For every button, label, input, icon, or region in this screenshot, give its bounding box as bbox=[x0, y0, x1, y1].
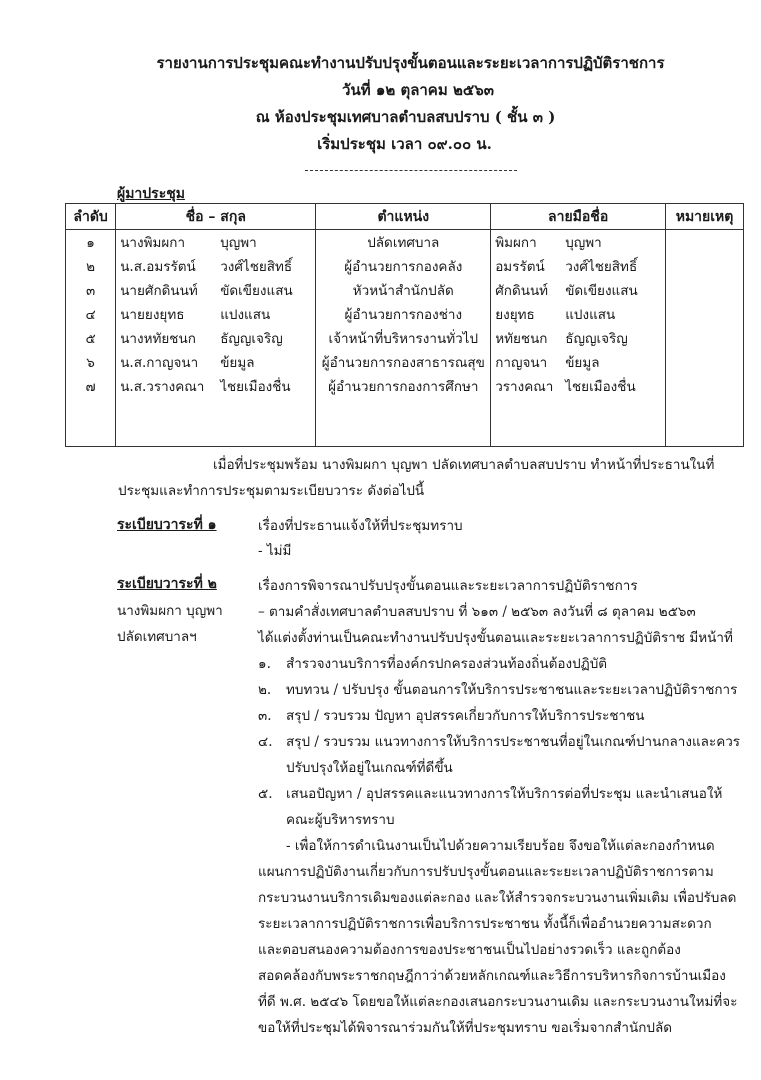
note-line: แผนการปฏิบัติงานเกี่ยวกับการปรับปรุงขั้นตอนและระยะเวลาปฏิบัติราชการตาม bbox=[258, 864, 714, 880]
row-name bbox=[116, 326, 316, 350]
signature-last: ขัดเขียงแสน bbox=[565, 283, 638, 299]
duty-item bbox=[258, 651, 718, 677]
table-row bbox=[66, 278, 744, 302]
last-name: ข้ยมูล bbox=[220, 355, 255, 371]
note-line: กระบวนงานบริการเดิมของแต่ละกอง และให้สำรวจกระบวนงานเพิ่มเติม เพื่อปรับลด bbox=[258, 890, 737, 906]
first-name: นางหทัยชนก bbox=[120, 331, 196, 347]
last-name: แปงแสน bbox=[220, 307, 271, 323]
row-signature bbox=[491, 254, 666, 278]
signature-first: หทัยชนก bbox=[495, 331, 548, 347]
note-line: สอดคล้องกับพระราชกฤษฎีกาว่าด้วยหลักเกณฑ์และวิธีการบริหารกิจการบ้านเมือง bbox=[258, 968, 726, 984]
row-position: ผู้อำนวยการกองสาธารณสุข bbox=[316, 350, 491, 374]
row-name bbox=[116, 374, 316, 398]
duty-item bbox=[258, 703, 718, 729]
row-position: ผู้อำนวยการกองช่าง bbox=[316, 302, 491, 326]
intro-line: ประชุมและทำการประชุมตามระเบียบวาระ ดังต่อไปนี้ bbox=[118, 483, 425, 499]
signature-first: อมรรัตน์ bbox=[495, 259, 545, 275]
attendees-label: ผู้มาประชุม bbox=[117, 186, 185, 202]
first-name: น.ส.วรางคณา bbox=[120, 379, 205, 395]
agenda-1-heading: ระเบียบวาระที่ ๑ bbox=[117, 517, 217, 533]
duty-item bbox=[258, 677, 738, 703]
row-name bbox=[116, 302, 316, 326]
signature-first: ศักดินนท์ bbox=[495, 283, 549, 299]
duty-text: ทบทวน / ปรับปรุง ขั้นตอนการให้บริการประชาชนและระยะเวลาปฏิบัติราชการ bbox=[286, 682, 738, 698]
row-position: เจ้าหน้าที่บริหารงานทั่วไป bbox=[316, 326, 491, 350]
duty-item bbox=[258, 781, 723, 833]
row-position: ปลัดเทศบาล bbox=[316, 230, 491, 255]
intro-line: เมื่อที่ประชุมพร้อม นางพิมผกา บุญพา ปลัดเทศบาลตำบลสบปราบ ทำหน้าที่ประธานในที่ bbox=[213, 457, 715, 473]
duty-number: ๒. bbox=[258, 682, 272, 698]
signature-first: ยงยุทธ bbox=[495, 307, 535, 323]
row-signature bbox=[491, 326, 666, 350]
col-header-signature: ลายมือชื่อ bbox=[491, 204, 666, 230]
signature-last: ไชยเมืองชื่น bbox=[565, 379, 636, 395]
attendees-table bbox=[65, 203, 744, 447]
duty-item bbox=[258, 729, 741, 781]
row-name bbox=[116, 350, 316, 374]
row-position: หัวหน้าสำนักปลัด bbox=[316, 278, 491, 302]
row-number: ๓ bbox=[66, 278, 116, 302]
last-name: ขัดเขียงแสน bbox=[220, 283, 293, 299]
row-remarks bbox=[666, 230, 744, 255]
first-name: นายศักดินนท์ bbox=[120, 283, 198, 299]
signature-last: แปงแสน bbox=[565, 307, 616, 323]
row-signature bbox=[491, 302, 666, 326]
presenter-name: นางพิมผกา บุญพา bbox=[117, 603, 223, 619]
duty-text: สรุป / รวบรวม ปัญหา อุปสรรคเกี่ยวกับการให้บริการประชาชน bbox=[286, 708, 645, 724]
last-name: ไชยเมืองชื่น bbox=[220, 379, 291, 395]
report-title: รายงานการประชุมคณะทำงานปรับปรุงขั้นตอนและระยะเวลาการปฏิบัติราชการ bbox=[156, 54, 665, 72]
row-signature bbox=[491, 374, 666, 398]
duty-text-cont: คณะผู้บริหารทราบ bbox=[286, 812, 395, 828]
last-name: วงศ์ไชยสิทธิ์ bbox=[220, 259, 293, 275]
row-signature bbox=[491, 230, 666, 255]
note-line: ที่ดี พ.ศ. ๒๕๔๖ โดยขอให้แต่ละกองเสนอกระบวนงานเดิม และกระบวนงานใหม่ที่จะ bbox=[258, 994, 738, 1010]
duty-text: เสนอปัญหา / อุปสรรคและแนวทางการให้บริการต่อที่ประชุม และนำเสนอให้ bbox=[286, 786, 723, 802]
agenda-2-body bbox=[258, 573, 741, 1041]
agenda-2-title: เรื่องการพิจารณาปรับปรุงขั้นตอนและระยะเวลาการปฏิบัติราชการ bbox=[258, 578, 638, 594]
row-remarks bbox=[666, 278, 744, 302]
signature-last: ข้ยมูล bbox=[565, 355, 600, 371]
first-name: นายยงยุทธ bbox=[120, 307, 185, 323]
table-header-row bbox=[66, 204, 744, 230]
table-row bbox=[66, 230, 744, 255]
agenda-1-item: - ไม่มี bbox=[258, 543, 292, 559]
agenda-2-note bbox=[258, 833, 738, 1041]
signature-first: กาญจนา bbox=[495, 355, 548, 371]
first-name: นางพิมผกา bbox=[120, 235, 186, 251]
document-header bbox=[0, 50, 761, 158]
signature-last: ธัญญเจริญ bbox=[565, 331, 628, 347]
duty-number: ๓. bbox=[258, 708, 272, 724]
signature-first: พิมผกา bbox=[495, 235, 537, 251]
table-row bbox=[66, 374, 744, 398]
col-header-position: ตำแหน่ง bbox=[316, 204, 491, 230]
row-position: ผู้อำนวยการกองการศึกษา bbox=[316, 374, 491, 398]
table-padding-row bbox=[66, 398, 744, 447]
duty-number: ๕. bbox=[258, 786, 273, 802]
row-number: ๔ bbox=[66, 302, 116, 326]
agenda-2-heading: ระเบียบวาระที่ ๒ bbox=[117, 576, 217, 592]
meeting-intro bbox=[118, 452, 728, 504]
duty-text: สรุป / รวบรวม แนวทางการให้บริการประชาชนที่อยู่ในเกณฑ์ปานกลางและควร bbox=[286, 734, 741, 750]
meeting-venue: ณ ห้องประชุมเทศบาลตำบลสบปราบ ( ชั้น ๓ ) bbox=[255, 108, 556, 126]
row-number: ๗ bbox=[66, 374, 116, 398]
signature-last: วงศ์ไชยสิทธิ์ bbox=[565, 259, 638, 275]
row-signature bbox=[491, 350, 666, 374]
row-number: ๕ bbox=[66, 326, 116, 350]
duty-text-cont: ปรับปรุงให้อยู่ในเกณฑ์ที่ดีขึ้น bbox=[286, 760, 453, 776]
row-number: ๖ bbox=[66, 350, 116, 374]
row-name bbox=[116, 254, 316, 278]
duty-number: ๔. bbox=[258, 734, 273, 750]
presenter-title: ปลัดเทศบาลฯ bbox=[117, 629, 197, 645]
meeting-date: วันที่ ๑๒ ตุลาคม ๒๕๖๓ bbox=[342, 81, 494, 99]
row-remarks bbox=[666, 326, 744, 350]
table-row bbox=[66, 350, 744, 374]
duties-list bbox=[258, 651, 741, 833]
duty-number: ๑. bbox=[258, 656, 271, 672]
row-signature bbox=[491, 278, 666, 302]
row-remarks bbox=[666, 374, 744, 398]
col-header-remarks: หมายเหตุ bbox=[666, 204, 744, 230]
agenda-2-presenter bbox=[117, 598, 223, 650]
signature-last: บุญพา bbox=[565, 235, 602, 251]
col-header-number: ลำดับ bbox=[66, 204, 116, 230]
first-name: น.ส.กาญจนา bbox=[120, 355, 199, 371]
order-line: – ตามคำสั่งเทศบาลตำบลสบปราบ ที่ ๖๑๓ / ๒๕๖๓ ลงวันที่ ๘ ตุลาคม ๒๕๖๓ bbox=[258, 604, 696, 620]
duty-text: สำรวจงานบริการที่องค์กรปกครองส่วนท้องถิ่นต้องปฏิบัติ bbox=[286, 656, 608, 672]
row-name bbox=[116, 230, 316, 255]
note-line: - เพื่อให้การดำเนินงานเป็นไปด้วยความเรียบร้อย จึงขอให้แต่ละกองกำหนด bbox=[286, 838, 715, 854]
last-name: ธัญญเจริญ bbox=[220, 331, 283, 347]
first-name: น.ส.อมรรัตน์ bbox=[120, 259, 196, 275]
note-line: และตอบสนองความต้องการของประชาชนเป็นไปอย่างรวดเร็ว และถูกต้อง bbox=[258, 942, 681, 958]
note-line: ระยะเวลาการปฏิบัติราชการเพื่อบริการประชาชน ทั้งนี้ก็เพื่ออำนวยความสะดวก bbox=[258, 916, 712, 932]
row-remarks bbox=[666, 302, 744, 326]
table-row bbox=[66, 254, 744, 278]
header-divider bbox=[305, 170, 517, 171]
table-row bbox=[66, 326, 744, 350]
row-number: ๒ bbox=[66, 254, 116, 278]
order-line: ได้แต่งตั้งท่านเป็นคณะทำงานปรับปรุงขั้นตอนและระยะเวลาการปฏิบัติราช มีหน้าที่ bbox=[258, 630, 733, 646]
signature-first: วรางคณา bbox=[495, 379, 554, 395]
row-name bbox=[116, 278, 316, 302]
note-line: ขอให้ที่ประชุมได้พิจารณาร่วมกันให้ที่ประชุมทราบ ขอเริ่มจากสำนักปลัด bbox=[258, 1020, 673, 1036]
agenda-1-title: เรื่องที่ประธานแจ้งให้ที่ประชุมทราบ bbox=[258, 518, 463, 534]
last-name: บุญพา bbox=[220, 235, 257, 251]
col-header-name: ชื่อ – สกุล bbox=[116, 204, 316, 230]
row-remarks bbox=[666, 254, 744, 278]
table-row bbox=[66, 302, 744, 326]
row-position: ผู้อำนวยการกองคลัง bbox=[316, 254, 491, 278]
row-remarks bbox=[666, 350, 744, 374]
row-number: ๑ bbox=[66, 230, 116, 255]
meeting-start-time: เริ่มประชุม เวลา ๐๙.๐๐ น. bbox=[317, 135, 492, 153]
